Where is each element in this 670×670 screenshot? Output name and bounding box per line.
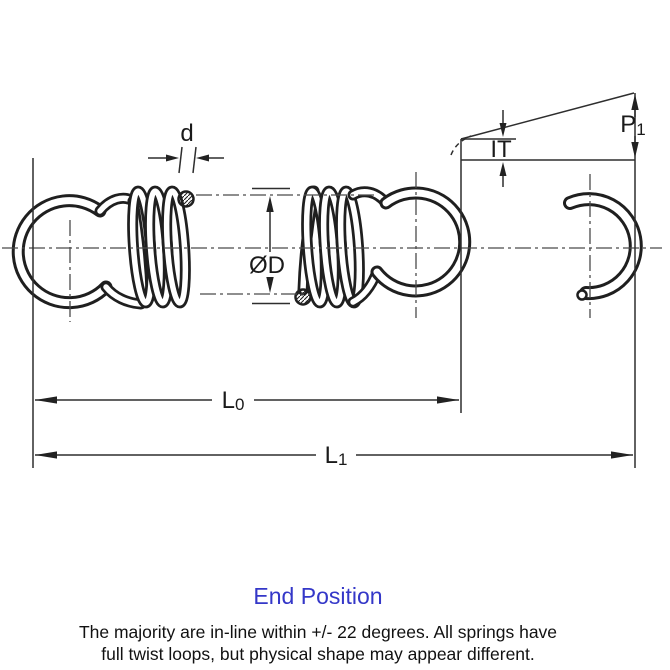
label-load: P1 bbox=[620, 111, 646, 139]
wire-cross-section bbox=[296, 290, 311, 305]
label-initial-tension: IT bbox=[490, 136, 512, 163]
wire-cross-section bbox=[179, 192, 194, 207]
diagram-title: End Position bbox=[253, 583, 383, 609]
label-extended-length: L1 bbox=[324, 442, 348, 469]
caption-line-2: full twist loops, but physical shape may appear different. bbox=[101, 644, 535, 664]
label-wire-diameter: d bbox=[180, 120, 194, 147]
label-free-length: L0 bbox=[221, 387, 245, 414]
wire-end-tip bbox=[578, 291, 587, 300]
label-outside-diameter: ØD bbox=[249, 252, 285, 279]
caption-line-1: The majority are in-line within +/- 22 degrees. All springs have bbox=[78, 622, 558, 642]
